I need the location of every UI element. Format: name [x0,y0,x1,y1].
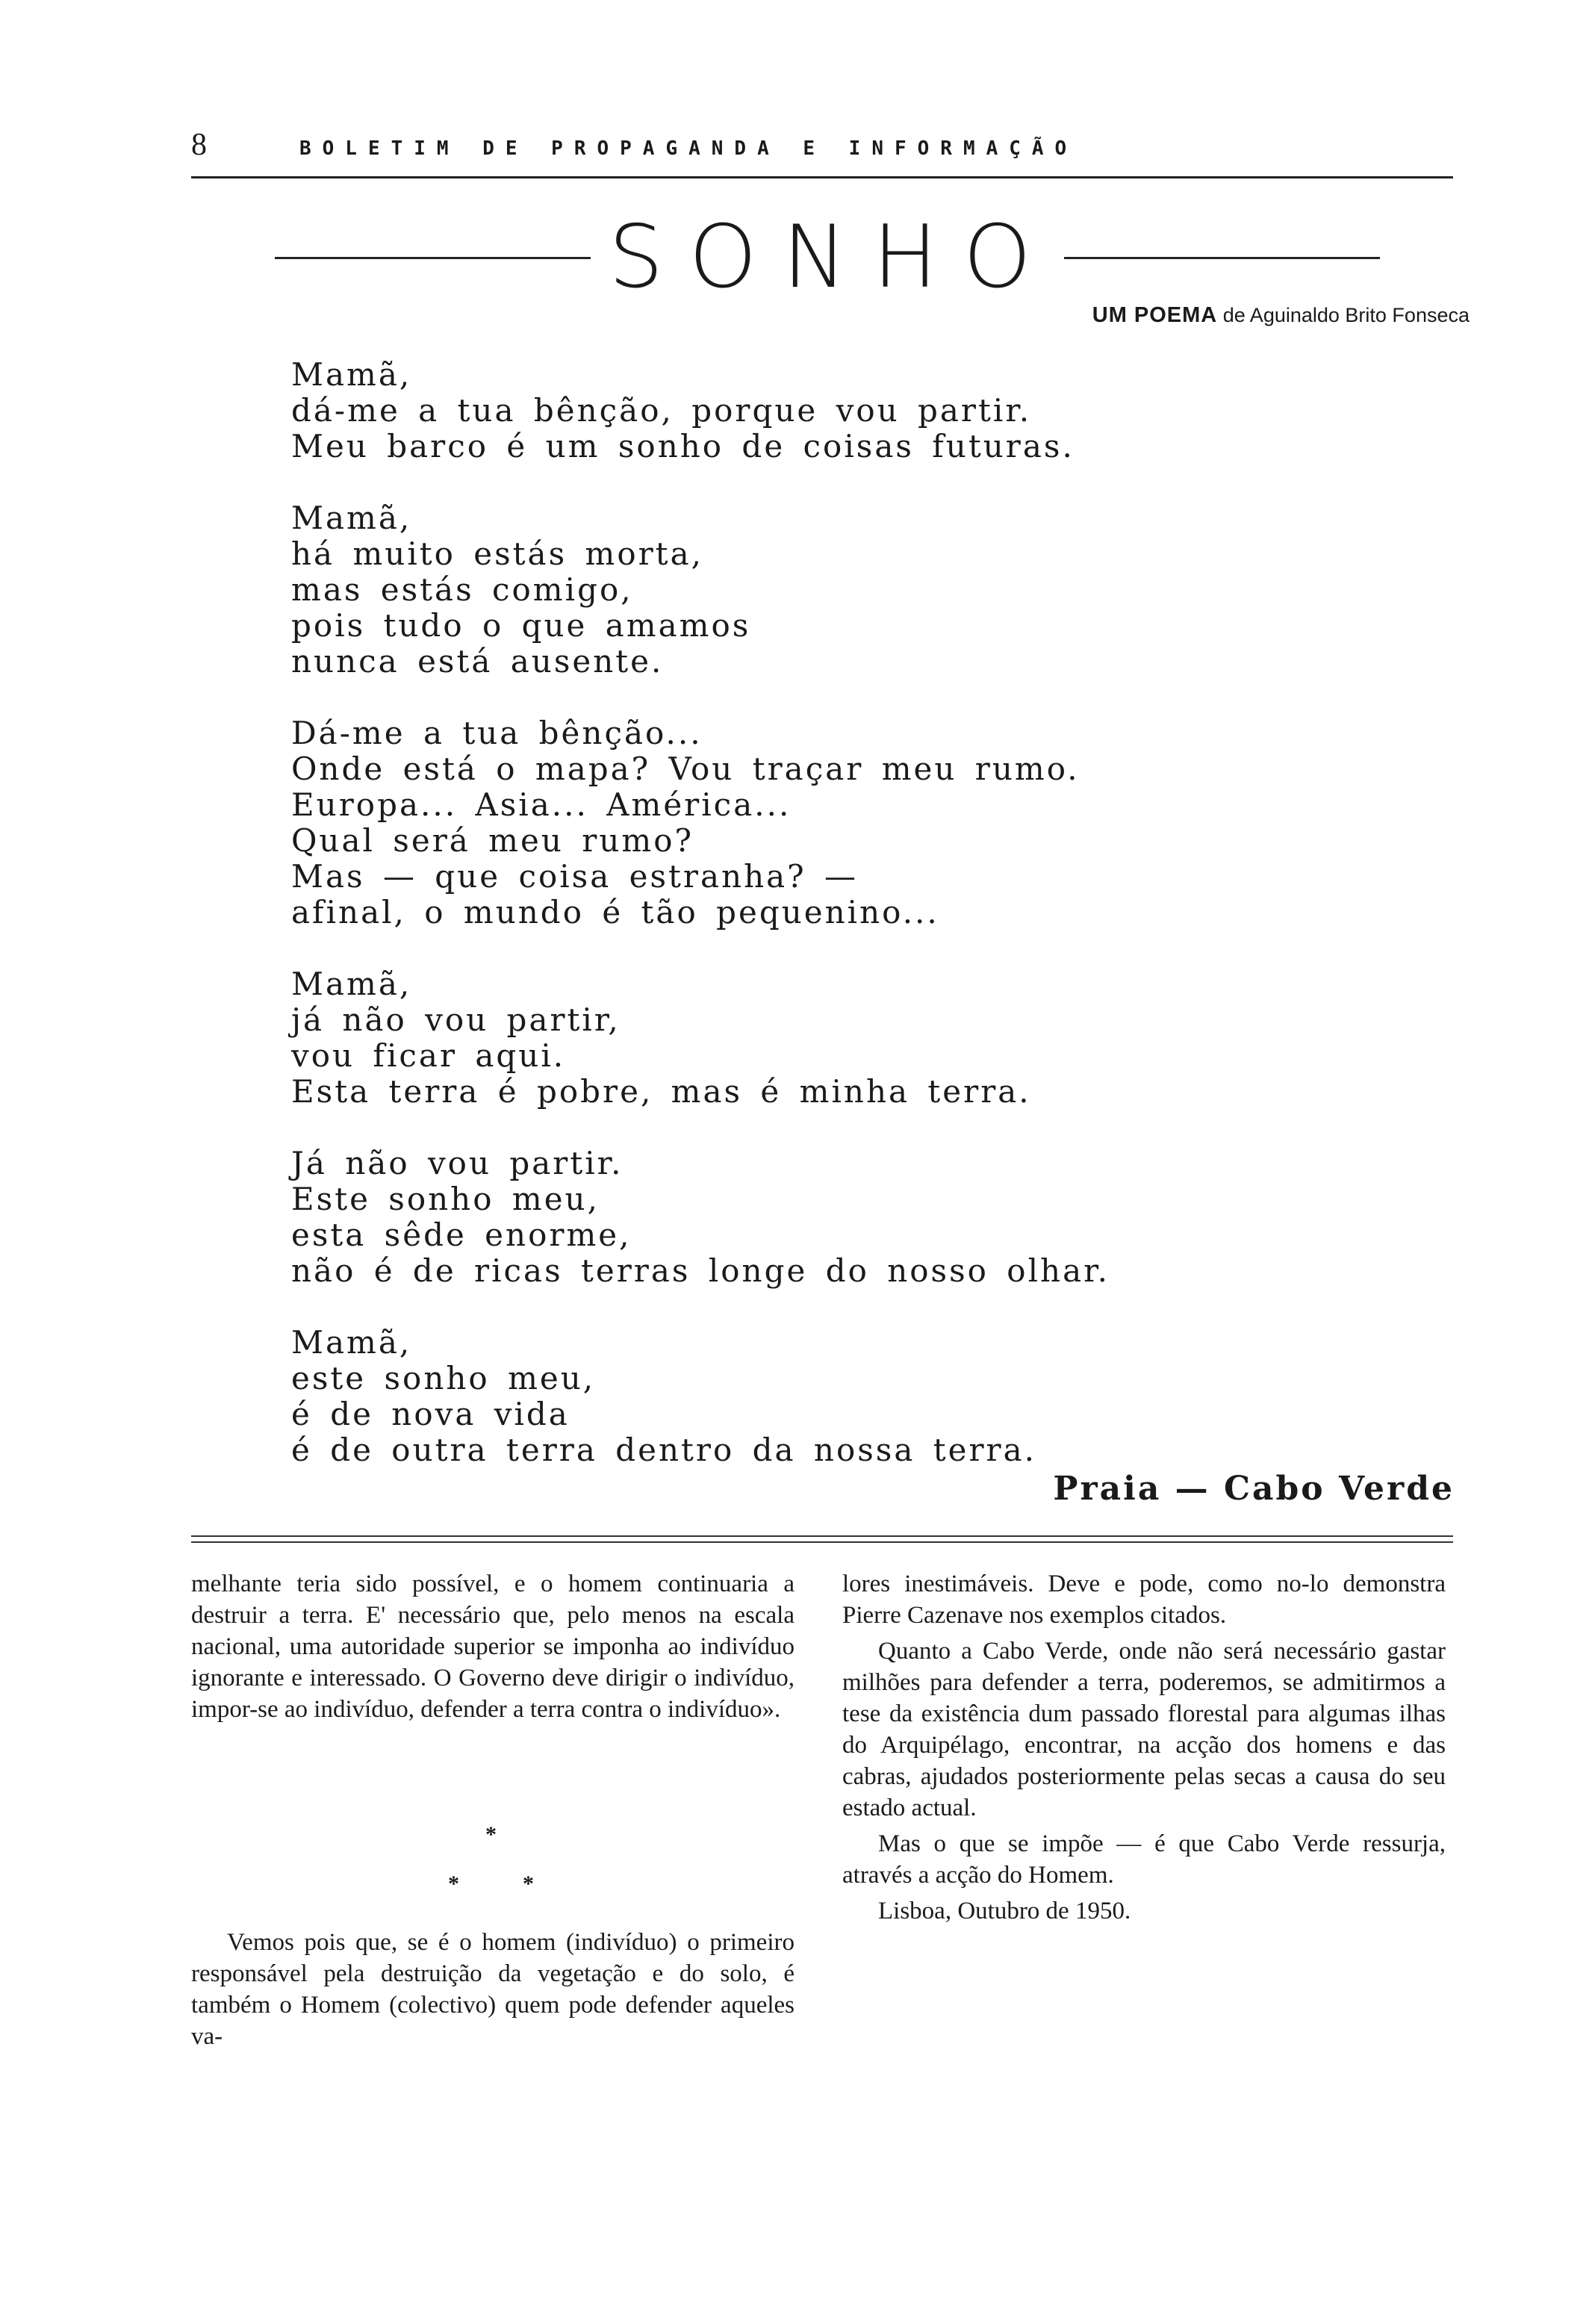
verse-line: Europa... Asia... América... [291,786,792,823]
verse-line: Mamã, [291,1324,412,1361]
verse-line: esta sêde enorme, [291,1217,632,1253]
verse-line: este sonho meu, [291,1360,596,1396]
article-paragraph: melhante teria sido possível, e o homem continuaria a destruir a terra. E' necessário que, pelo menos na escala nacional, uma autoridade superior se imponha ao indivíduo ignorante e interessado. O Governo deve dirigir o indivíduo, impor-se ao indivíduo, defender a terra contra o indivíduo». [191,1570,794,1723]
stanza [291,966,1426,1110]
header-rule [191,176,1453,178]
article-paragraph: lores inestimáveis. Deve e pode, como no-lo demonstra Pierre Cazenave nos exemplos citados. [842,1570,1446,1629]
asterism-star: * [485,1822,497,1847]
asterism [418,1822,568,1904]
verse-line: Mamã, [291,500,412,536]
sign-off: Lisboa, Outubro de 1950. [878,1898,1131,1924]
verse-line: Mas — que coisa estranha? — [291,858,859,895]
byline-label: UM POEMA [1092,303,1218,327]
poem-title-row [275,209,1380,306]
article-paragraph: Mas o que se impõe — é que Cabo Verde ressurja, através a acção do Homem. [842,1830,1446,1889]
poem-place: Praia — Cabo Verde [1053,1470,1455,1508]
running-header [191,127,1453,172]
verse-line: há muito estás morta, [291,535,703,572]
verse-line: Qual será meu rumo? [291,822,694,859]
verse-line: afinal, o mundo é tão pequenino... [291,894,939,930]
verse-line: Este sonho meu, [291,1181,600,1217]
running-title: BOLETIM DE PROPAGANDA E INFORMAÇÃO [299,137,1078,160]
verse-line: Já não vou partir. [291,1145,624,1181]
asterism-star: * [523,1871,534,1896]
article-column-right [842,1568,1446,1927]
article-paragraph: Vemos pois que, se é o homem (indivíduo) o primeiro responsável pela destruição da vegetação e do solo, é também o Homem (colectivo) quem pode defender aqueles va- [191,1929,794,2050]
poem-body [291,357,1426,1504]
byline-author: de Aguinaldo Brito Fonseca [1222,304,1470,326]
article-column-left-continued [191,1927,794,2052]
verse-line: não é de ricas terras longe do nosso olhar. [291,1252,1110,1289]
poem-title: SONHO [608,207,1057,308]
verse-line: Dá-me a tua bênção... [291,715,703,751]
stanza [291,500,1426,680]
stanza [291,1146,1426,1289]
verse-line: Esta terra é pobre, mas é minha terra. [291,1073,1031,1110]
verse-line: é de outra terra dentro da nossa terra. [291,1432,1037,1468]
stanza [291,715,1426,930]
section-divider [191,1535,1453,1543]
stanza [291,1325,1426,1468]
page-number: 8 [191,128,207,162]
title-rule-left [275,257,591,259]
verse-line: Onde está o mapa? Vou traçar meu rumo. [291,751,1080,787]
verse-line: já não vou partir, [291,1001,621,1038]
title-rule-right [1064,257,1380,259]
article-column-left [191,1568,794,1725]
poem-byline [880,303,1470,328]
verse-line: é de nova vida [291,1396,570,1432]
verse-line: Mamã, [291,966,412,1002]
verse-line: vou ficar aqui. [291,1037,566,1074]
verse-line: dá-me a tua bênção, porque vou partir. [291,392,1032,429]
verse-line: pois tudo o que amamos [291,607,751,644]
verse-line: mas estás comigo, [291,571,633,608]
article-paragraph: Quanto a Cabo Verde, onde não será necessário gastar milhões para defender a terra, poderemos, se admitirmos a tese da existência dum passado florestal para algumas ilhas do Arquipélago, encontrar, na acção dos homens e das cabras, ajudados posteriormente pelas secas a causa do seu estado actual. [842,1638,1446,1821]
asterism-star: * [448,1871,459,1896]
verse-line: Mamã, [291,356,412,393]
verse-line: nunca está ausente. [291,643,664,680]
verse-line: Meu barco é um sonho de coisas futuras. [291,428,1075,465]
stanza [291,357,1426,465]
